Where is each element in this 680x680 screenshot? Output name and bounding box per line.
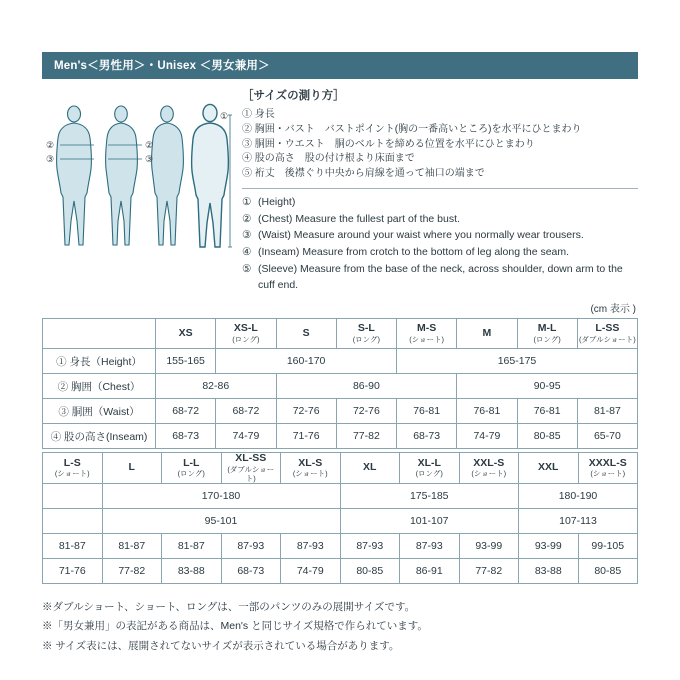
table-1-cell-0-0: 155-165 — [156, 349, 216, 374]
figure-label-2-left: ② — [46, 140, 55, 150]
table-2-col-xxl: XXL — [519, 453, 579, 484]
table-2-cell-0-1: 170-180 — [102, 484, 340, 509]
table-row — [43, 509, 638, 534]
jp-item-2: ② 胸囲・バスト バストポイント(胸の一番高いところ)を水平にひとまわり — [242, 123, 582, 135]
table-2-cell-1-2: 101-107 — [340, 509, 519, 534]
table-2-col-xxxl-s: XXXL-S (ショート) — [578, 453, 638, 484]
table-2-cell-3-7: 77-82 — [459, 559, 519, 584]
table-row — [43, 424, 638, 449]
table-row — [43, 484, 638, 509]
table-2-cell-1-0 — [43, 509, 103, 534]
en-item-5-text: (Sleeve) Measure from the base of the neck, across shoulder, down arm to the cuff end. — [258, 262, 623, 291]
en-item-1-text: (Height) — [258, 195, 296, 208]
table-1-col-xs-l: XS-L (ロング) — [216, 319, 276, 349]
footnote-3: ※ サイズ表には、展開されてないサイズが表示されている場合があります。 — [42, 639, 400, 652]
measuring-instructions-en — [242, 195, 638, 294]
en-item-3-text: (Waist) Measure around your waist where you normally wear trousers. — [258, 229, 584, 242]
en-item-2-text: (Chest) Measure the fullest part of the bust. — [258, 212, 460, 225]
table-1-cell-2-6: 76-81 — [517, 399, 577, 424]
table-1-cell-1-0: 82-86 — [156, 374, 277, 399]
table-row — [43, 559, 638, 584]
table-2-cell-3-2: 83-88 — [162, 559, 222, 584]
table-2-col-xl: XL — [340, 453, 400, 484]
table-2-col-xl-s: XL-S (ショート) — [281, 453, 341, 484]
table-2-col-l-s: L-S (ショート) — [43, 453, 103, 484]
en-item-1-num: ① — [242, 195, 252, 208]
measuring-instructions-jp — [242, 108, 638, 182]
page-title: Men's＜男性用＞・Unisex ＜男女兼用＞ — [42, 52, 638, 79]
en-item-2 — [242, 212, 638, 228]
table-2-cell-2-3: 87-93 — [221, 534, 281, 559]
figure-label-3-left: ③ — [46, 154, 55, 164]
footnote-1: ※ダブルショート、ショート、ロングは、一部のパンツのみの展開サイズです。 — [42, 601, 416, 614]
figure-label-1: ① — [220, 111, 229, 121]
table-1-col-m-l: M-L (ロング) — [517, 319, 577, 349]
table-1-cell-3-6: 80-85 — [517, 424, 577, 449]
table-1-header-row — [43, 319, 638, 349]
en-item-2-num: ② — [242, 212, 252, 225]
size-table-2 — [42, 452, 638, 584]
table-2-cell-3-8: 83-88 — [519, 559, 579, 584]
table-1-cell-2-3: 72-76 — [336, 399, 396, 424]
table-row — [43, 534, 638, 559]
measuring-instructions — [238, 87, 638, 294]
table-1-col-m: M — [457, 319, 517, 349]
table-2-cell-2-1: 81-87 — [102, 534, 162, 559]
table-2-cell-2-2: 81-87 — [162, 534, 222, 559]
table-2-cell-2-6: 87-93 — [400, 534, 460, 559]
table-2-cell-2-4: 87-93 — [281, 534, 341, 559]
table-1-cell-2-7: 81-87 — [577, 399, 637, 424]
table-1-cell-2-0: 68-72 — [156, 399, 216, 424]
table-2-header-row — [43, 453, 638, 484]
table-2-cell-3-3: 68-73 — [221, 559, 281, 584]
table-2-cell-2-7: 93-99 — [459, 534, 519, 559]
body-figures-illustration — [42, 87, 238, 281]
instructions-divider — [242, 188, 638, 189]
en-item-4 — [242, 245, 638, 261]
table-1-cell-1-1: 86-90 — [276, 374, 457, 399]
table-2-cell-3-6: 86-91 — [400, 559, 460, 584]
table-2-cell-3-0: 71-76 — [43, 559, 103, 584]
table-2-cell-0-0 — [43, 484, 103, 509]
table-2-cell-1-1: 95-101 — [102, 509, 340, 534]
footnotes — [42, 598, 638, 656]
table-row — [43, 374, 638, 399]
jp-item-5: ⑤ 裄丈 後襟ぐり中央から肩線を通って袖口の端まで — [242, 168, 485, 180]
table-2-col-xxl-s: XXL-S (ショート) — [459, 453, 519, 484]
table-1-cell-3-5: 74-79 — [457, 424, 517, 449]
footnote-2: ※「男女兼用」の表記がある商品は、Men's と同じサイズ規格で作られています。 — [42, 620, 428, 633]
en-item-4-text: (Inseam) Measure from crotch to the bottom of leg along the seam. — [258, 246, 570, 259]
table-2-cell-3-5: 80-85 — [340, 559, 400, 584]
table-1-cell-3-4: 68-73 — [397, 424, 457, 449]
table-1-cell-2-2: 72-76 — [276, 399, 336, 424]
table-1-col-s: S — [276, 319, 336, 349]
unit-note: (cm 表示 ) — [590, 304, 636, 316]
table-2-cell-3-1: 77-82 — [102, 559, 162, 584]
table-row — [43, 399, 638, 424]
table-2-cell-0-2: 175-185 — [340, 484, 519, 509]
table-2-cell-2-8: 93-99 — [519, 534, 579, 559]
table-1-cell-3-0: 68-73 — [156, 424, 216, 449]
table-1-cell-2-4: 76-81 — [397, 399, 457, 424]
figure-label-3-right: ③ — [145, 154, 154, 164]
table-2-col-l: L — [102, 453, 162, 484]
table-1-row-3-label: ④ 股の高さ(Inseam) — [43, 424, 156, 449]
measuring-instructions-title: ［サイズの測り方］ — [242, 90, 345, 102]
table-1-col-s-l: S-L (ロング) — [336, 319, 396, 349]
figures-svg — [42, 87, 238, 281]
size-table-1 — [42, 318, 638, 449]
table-1-cell-3-1: 74-79 — [216, 424, 276, 449]
table-1-col-m-s: M-S (ショート) — [397, 319, 457, 349]
en-item-3-num: ③ — [242, 229, 252, 242]
table-2-cell-3-4: 74-79 — [281, 559, 341, 584]
table-1-row-0-label: ① 身長（Height） — [43, 349, 156, 374]
table-1-cell-1-2: 90-95 — [457, 374, 638, 399]
jp-item-4: ④ 股の高さ 股の付け根より床面まで — [242, 153, 415, 165]
table-1-col-l-ss: L-SS (ダブルショート) — [577, 319, 637, 349]
table-2-cell-3-9: 80-85 — [578, 559, 638, 584]
table-2-col-xl-l: XL-L (ロング) — [400, 453, 460, 484]
table-1-cell-3-2: 71-76 — [276, 424, 336, 449]
table-1-cell-3-7: 65-70 — [577, 424, 637, 449]
jp-item-3: ③ 胴囲・ウエスト 胴のベルトを締める位置を水平にひとまわり — [242, 138, 535, 150]
table-1-col-0 — [43, 319, 156, 349]
table-2-cell-0-3: 180-190 — [519, 484, 638, 509]
table-1-cell-2-5: 76-81 — [457, 399, 517, 424]
jp-item-1: ① 身長 — [242, 109, 275, 120]
table-1-cell-0-2: 165-175 — [397, 349, 638, 374]
table-1-cell-3-3: 77-82 — [336, 424, 396, 449]
en-item-3 — [242, 228, 638, 244]
table-2-cell-2-9: 99-105 — [578, 534, 638, 559]
en-item-4-num: ④ — [242, 246, 252, 259]
table-2-cell-2-0: 81-87 — [43, 534, 103, 559]
en-item-5 — [242, 262, 638, 294]
table-2-cell-1-3: 107-113 — [519, 509, 638, 534]
en-item-1 — [242, 195, 638, 211]
table-1-row-1-label: ② 胸囲（Chest） — [43, 374, 156, 399]
en-item-5-num: ⑤ — [242, 262, 252, 275]
measuring-guide-section — [42, 79, 638, 294]
table-2-col-xl-ss: XL-SS (ダブルショート) — [221, 453, 281, 484]
table-1-row-2-label: ③ 胴囲（Waist） — [43, 399, 156, 424]
table-1-cell-2-1: 68-72 — [216, 399, 276, 424]
table-1-cell-0-1: 160-170 — [216, 349, 397, 374]
figure-label-2-right: ② — [145, 140, 154, 150]
table-2-cell-2-5: 87-93 — [340, 534, 400, 559]
table-1-col-xs: XS — [156, 319, 216, 349]
table-row — [43, 349, 638, 374]
table-2-col-l-l: L-L (ロング) — [162, 453, 222, 484]
